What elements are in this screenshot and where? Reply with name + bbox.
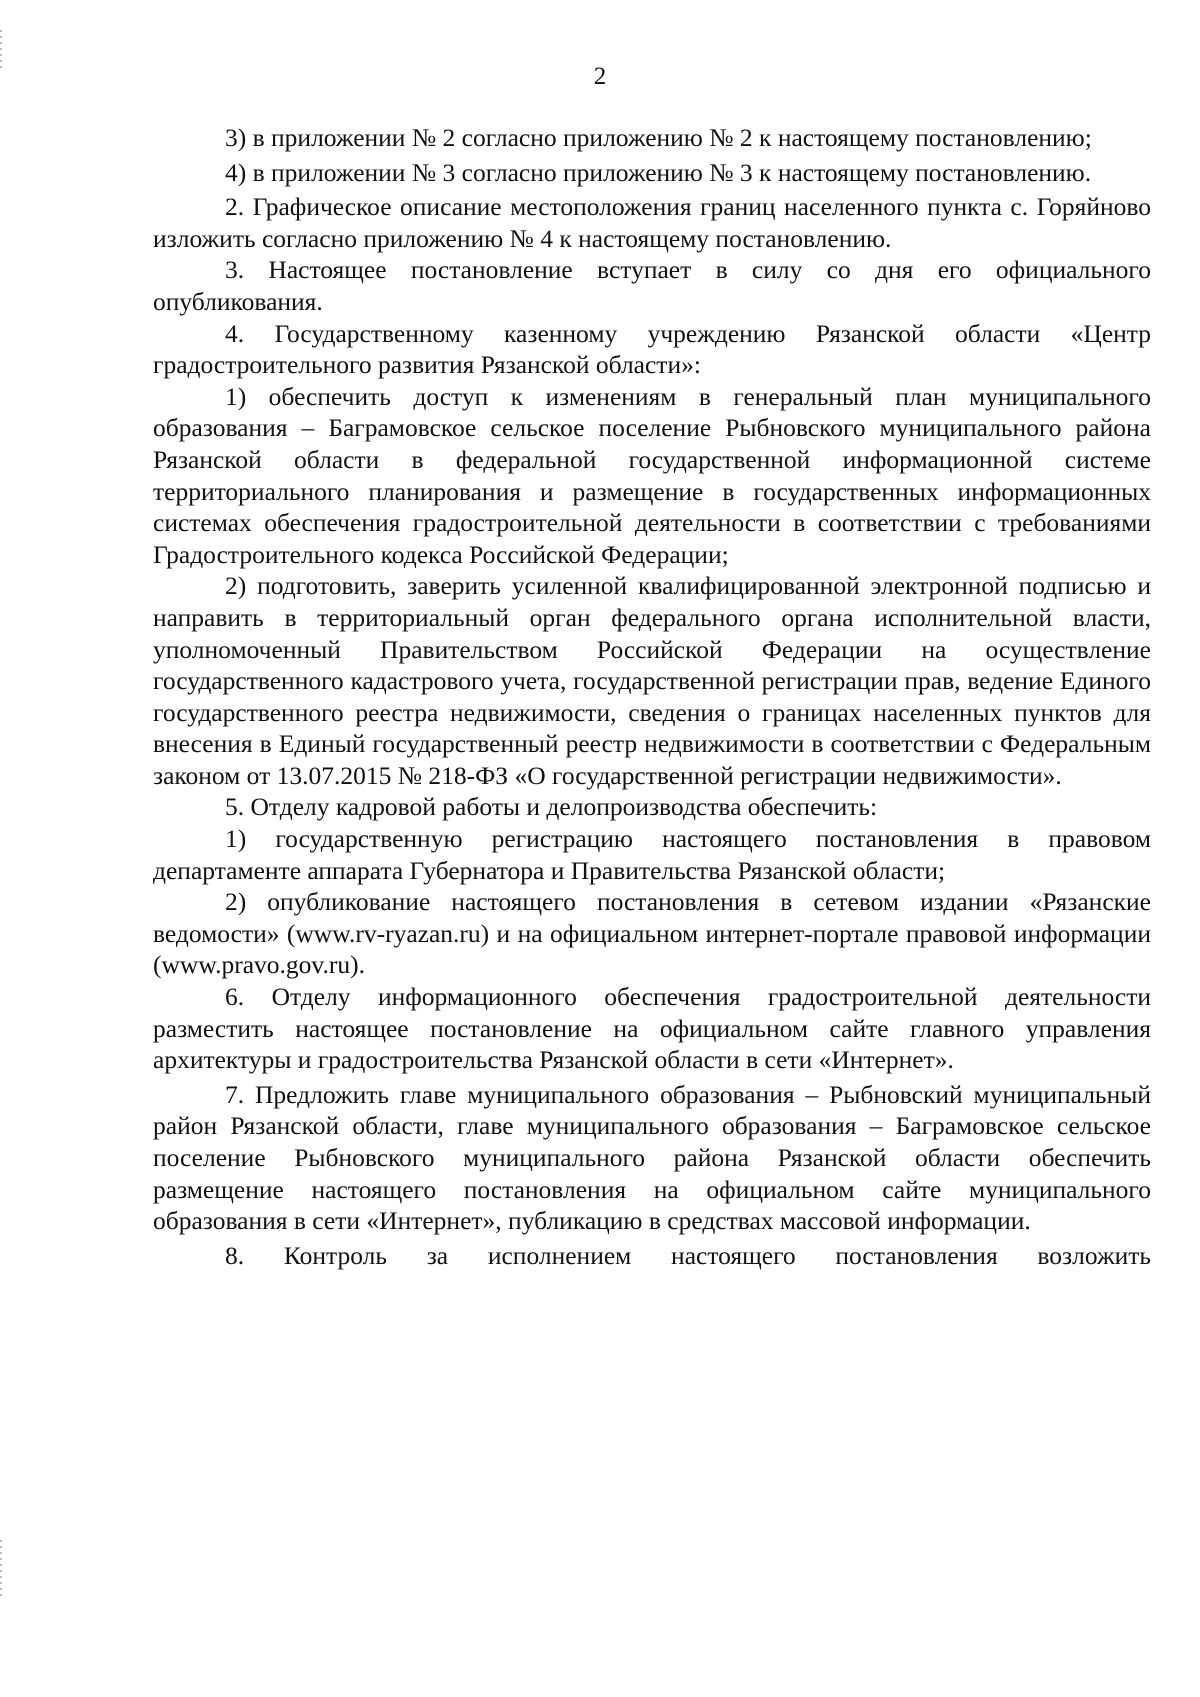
document-body [153, 122, 1151, 1271]
paragraph-section-6: 6. Отделу информационного обеспечения градостроительной деятельности разместить настоящее постановление на официальном сайте главного управления архитектуры и градостроительства Рязанской области в сети «Интернет». [153, 982, 1151, 1075]
paragraph-section-5-item-2: 2) опубликование настоящего постановления в сетевом издании «Рязанские ведомости» (www.rv-ryazan.ru) и на официальном интернет-портале правовой информации (www.pravo.gov.ru). [153, 887, 1151, 980]
paragraph-section-7: 7. Предложить главе муниципального образования – Рыбновский муниципальный район Рязанской области, главе муниципального образования – Баграмовское сельское поселение Рыбновского муниципального района Рязанской области обеспечить размещение настоящего постановления на официальном сайте муниципального образования в сети «Интернет», публикацию в средствах массовой информации. [153, 1079, 1151, 1236]
page-number: 2 [593, 63, 607, 90]
paragraph-section-5-item-1: 1) государственную регистрацию настоящего постановления в правовом департаменте аппарата Губернатора и Правительства Рязанской области; [153, 824, 1151, 885]
paragraph-section-4-item-1: 1) обеспечить доступ к изменениям в генеральный план муниципального образования – Баграмовское сельское поселение Рыбновского муниципального района Рязанской области в федеральной государственной информационной системе территориального планирования и размещение в государственных информационных системах обеспечения градостроительной деятельности в соответствии с требованиями Градостроительного кодекса Российской Федерации; [153, 381, 1151, 569]
paragraph-item-3: 3) в приложении № 2 согласно приложению № 2 к настоящему постановлению; [225, 123, 1092, 152]
paragraph-section-8: 8. Контроль за исполнением настоящего постановления возложить [225, 1240, 1151, 1270]
paragraph-section-2: 2. Графическое описание местоположения границ населенного пункта с. Горяйново изложить согласно приложению № 4 к настоящему постановлению. [153, 192, 1151, 253]
scan-edge-mark [0, 1540, 2, 1600]
paragraph-section-4-item-2: 2) подготовить, заверить усиленной квалифицированной электронной подписью и направить в территориальный орган федерального органа исполнительной власти, уполномоченный Правительством Российской Федерации на осуществление государственного кадастрового учета, государственной регистрации прав, ведение Единого государственного реестра недвижимости, сведения о границах населенных пунктов для внесения в Единый государственный реестр недвижимости в соответствии с Федеральным законом от 13.07.2015 № 218-ФЗ «О государственной регистрации недвижимости». [153, 571, 1151, 790]
paragraph-item-4: 4) в приложении № 3 согласно приложению № 3 к настоящему постановлению. [225, 157, 1092, 187]
paragraph-section-3: 3. Настоящее постановление вступает в силу со дня его официального опубликования. [153, 255, 1151, 316]
paragraph-section-5: 5. Отделу кадровой работы и делопроизводства обеспечить: [225, 792, 878, 822]
paragraph-section-4: 4. Государственному казенному учреждению Рязанской области «Центр градостроительного развития Рязанской области»: [153, 318, 1151, 380]
